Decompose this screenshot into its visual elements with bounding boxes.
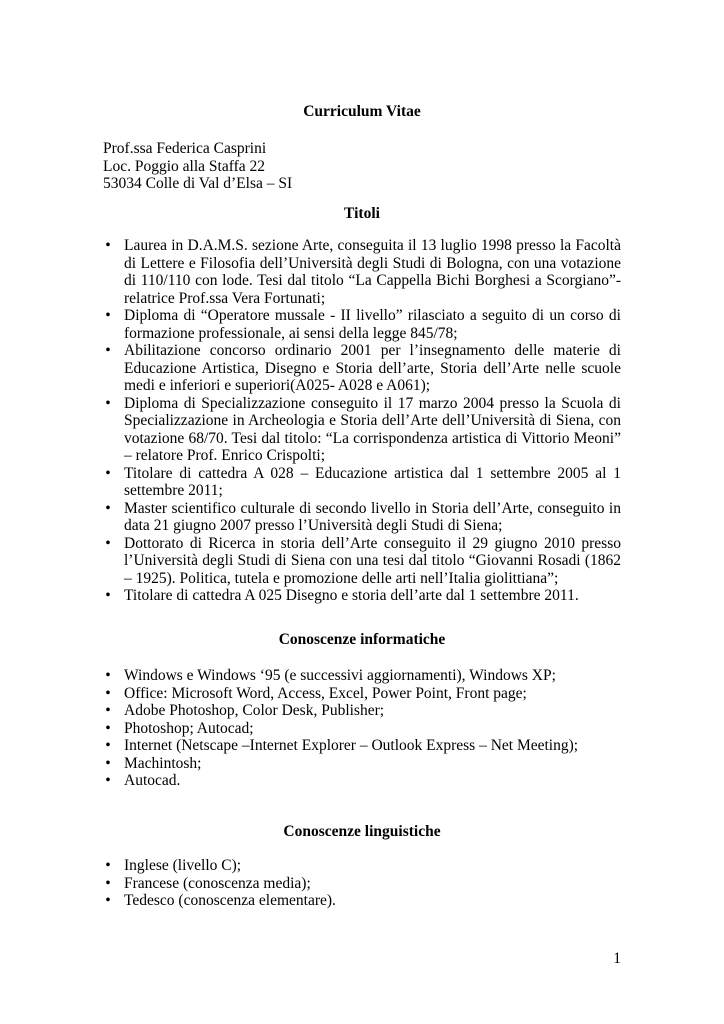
bullet-icon: • — [105, 534, 111, 552]
section-heading-titoli: Titoli — [344, 205, 380, 222]
section-heading-informatiche: Conoscenze informatiche — [278, 631, 446, 648]
list-item — [103, 342, 621, 395]
address-block — [103, 140, 292, 193]
bullet-icon: • — [105, 499, 111, 517]
bullet-icon: • — [105, 737, 111, 754]
bullet-icon: • — [105, 307, 111, 324]
bullet-icon: • — [105, 394, 111, 412]
list-item-text: Windows e Windows ‘95 (e successivi aggiornamenti), Windows XP; — [124, 667, 556, 684]
bullet-icon: • — [105, 874, 111, 892]
list-item-text: Diploma di Specializzazione conseguito il 17 marzo 2004 presso la Scuola di Specializzazione in Archeologia e Storia dell’Arte dell’Università di Siena, con votazione 68/70. Tesi dal titolo: “La corrispondenza artistica di Vittorio Meoni” – relatore Prof. Enrico Crispolti; — [124, 394, 621, 464]
list-item — [103, 237, 621, 307]
list-item-text: Tedesco (conoscenza elementare). — [124, 892, 336, 909]
list-item-text: Titolare di cattedra A 025 Disegno e storia dell’arte dal 1 settembre 2011. — [124, 587, 579, 604]
list-item-text: Photoshop; Autocad; — [124, 719, 254, 737]
bullet-icon: • — [105, 587, 111, 604]
list-item-text: Diploma di “Operatore mussale - II livello” rilasciato a seguito di un corso di formazione professionale, ai sensi della legge 845/78; — [124, 307, 621, 342]
bullet-icon: • — [105, 772, 111, 789]
list-item — [103, 395, 621, 465]
list-item — [103, 892, 621, 910]
list-item — [103, 587, 621, 605]
bullet-icon: • — [105, 342, 111, 359]
list-item-text: Abilitazione concorso ordinario 2001 per l’insegnamento delle materie di Educazione Artistica, Disegno e Storia dell’arte, Storia dell’Arte nelle scuole medi e inferiori e superiori(A025- A028 e A061); — [124, 342, 621, 394]
list-item-text: Office: Microsoft Word, Access, Excel, Power Point, Front page; — [124, 684, 527, 702]
bullet-icon: • — [105, 684, 111, 702]
list-item — [103, 500, 621, 535]
address-line-name: Prof.ssa Federica Casprini — [103, 140, 267, 157]
list-item — [103, 535, 621, 588]
bullet-icon: • — [105, 237, 111, 254]
list-item — [103, 857, 621, 875]
list-item-text: Inglese (livello C); — [124, 857, 242, 874]
address-line-city: 53034 Colle di Val d’Elsa – SI — [103, 175, 293, 192]
bullet-icon: • — [105, 754, 111, 772]
address-line-street: Loc. Poggio alla Staffa 22 — [103, 157, 266, 175]
bullet-icon: • — [105, 702, 111, 719]
list-item — [103, 875, 621, 893]
bullet-icon: • — [105, 464, 111, 482]
list-item-text: Machintosh; — [124, 754, 202, 772]
list-item — [103, 772, 621, 790]
bullet-icon: • — [105, 719, 111, 737]
titoli-list — [103, 237, 621, 605]
list-item — [103, 702, 621, 720]
list-item — [103, 720, 621, 738]
informatiche-list — [103, 667, 621, 790]
linguistiche-list — [103, 857, 621, 910]
list-item — [103, 465, 621, 500]
list-item — [103, 737, 621, 755]
page-number: 1 — [613, 950, 621, 967]
bullet-icon: • — [105, 857, 111, 874]
list-item-text: Titolare di cattedra A 028 – Educazione artistica dal 1 settembre 2005 al 1 settembre 2011; — [124, 464, 621, 499]
section-heading-linguistiche: Conoscenze linguistiche — [283, 823, 441, 840]
list-item — [103, 755, 621, 773]
list-item-text: Adobe Photoshop, Color Desk, Publisher; — [124, 702, 385, 719]
list-item-text: Francese (conoscenza media); — [124, 874, 311, 892]
list-item-text: Dottorato di Ricerca in storia dell’Arte conseguito il 29 giugno 2010 presso l’Università degli Studi di Siena con una tesi dal titolo “Giovanni Rosadi (1862 – 1925). Politica, tutela e promozione delle arti nell’Italia giolittiana”; — [124, 534, 621, 587]
list-item — [103, 667, 621, 685]
list-item-text: Internet (Netscape –Internet Explorer – Outlook Express – Net Meeting); — [124, 737, 579, 754]
list-item-text: Laurea in D.A.M.S. sezione Arte, conseguita il 13 luglio 1998 presso la Facoltà di Lettere e Filosofia dell’Università degli Studi di Bologna, con una votazione di 110/110 con lode. Tesi dal titolo “La Cappella Bichi Borghesi a Scorgiano”-relatrice Prof.ssa Vera Fortunati; — [124, 237, 621, 307]
bullet-icon: • — [105, 892, 111, 909]
document-title: Curriculum Vitae — [303, 103, 421, 120]
list-item — [103, 685, 621, 703]
bullet-icon: • — [105, 667, 111, 684]
list-item-text: Master scientifico culturale di secondo livello in Storia dell’Arte, conseguito in data 21 giugno 2007 presso l’Università degli Studi di Siena; — [124, 499, 621, 534]
list-item-text: Autocad. — [124, 772, 181, 789]
list-item — [103, 307, 621, 342]
